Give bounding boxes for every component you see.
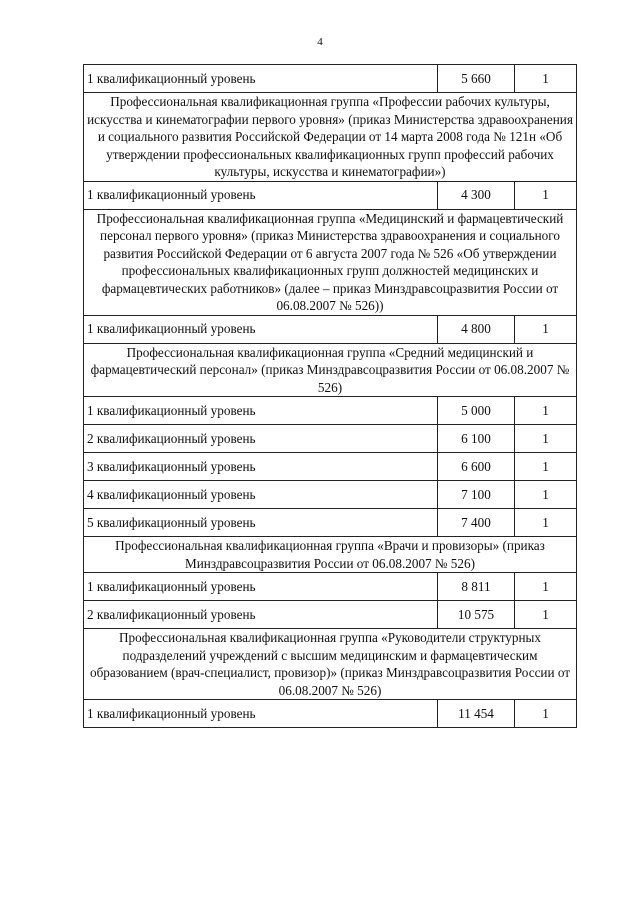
group-header-row	[84, 629, 577, 700]
salary-value: 5 660	[438, 65, 515, 93]
level-row	[84, 509, 577, 537]
level-label: 1 квалификационный уровень	[84, 573, 438, 601]
level-label: 1 квалификационный уровень	[84, 397, 438, 425]
coefficient-value: 1	[515, 397, 577, 425]
salary-value: 8 811	[438, 573, 515, 601]
group-header-row	[84, 209, 577, 315]
salary-value: 6 100	[438, 425, 515, 453]
group-header-row	[84, 537, 577, 573]
group-title: Профессиональная квалификационная группа «Средний медицинский и фармацевтический персонал» (приказ Минздравсоцразвития России от 06.08.2007 № 526)	[84, 343, 577, 397]
group-header-row	[84, 93, 577, 182]
coefficient-value: 1	[515, 181, 577, 209]
coefficient-value: 1	[515, 509, 577, 537]
level-row	[84, 425, 577, 453]
level-label: 2 квалификационный уровень	[84, 425, 438, 453]
salary-value: 7 400	[438, 509, 515, 537]
level-label: 4 квалификационный уровень	[84, 481, 438, 509]
coefficient-value: 1	[515, 315, 577, 343]
coefficient-value: 1	[515, 453, 577, 481]
salary-value: 6 600	[438, 453, 515, 481]
salary-value: 10 575	[438, 601, 515, 629]
coefficient-value: 1	[515, 65, 577, 93]
level-label: 3 квалификационный уровень	[84, 453, 438, 481]
level-row	[84, 481, 577, 509]
level-row	[84, 397, 577, 425]
level-label: 1 квалификационный уровень	[84, 315, 438, 343]
level-label: 2 квалификационный уровень	[84, 601, 438, 629]
level-row	[84, 453, 577, 481]
salary-table-body	[84, 65, 577, 728]
salary-value: 7 100	[438, 481, 515, 509]
group-title: Профессиональная квалификационная группа «Врачи и провизоры» (приказ Минздравсоцразвития России от 06.08.2007 № 526)	[84, 537, 577, 573]
level-row	[84, 573, 577, 601]
level-row	[84, 315, 577, 343]
group-title: Профессиональная квалификационная группа «Руководители структурных подразделений учреждений с высшим медицинским и фармацевтическим образованием (врач-специалист, провизор)» (приказ Минздравсоцразвития России от 06.08.2007 № 526)	[84, 629, 577, 700]
level-row	[84, 181, 577, 209]
group-title: Профессиональная квалификационная группа «Медицинский и фармацевтический персонал первого уровня» (приказ Министерства здравоохранения и социального развития Российской Федерации от 6 августа 2007 года № 526 «Об утверждении профессиональных квалификационных групп должностей медицинских и фармацевтических работников» (далее – приказ Минздравсоцразвития России от 06.08.2007 № 526))	[84, 209, 577, 315]
level-label: 1 квалификационный уровень	[84, 65, 438, 93]
level-label: 5 квалификационный уровень	[84, 509, 438, 537]
page-number: 4	[317, 36, 323, 48]
salary-value: 5 000	[438, 397, 515, 425]
level-row	[84, 65, 577, 93]
coefficient-value: 1	[515, 601, 577, 629]
group-header-row	[84, 343, 577, 397]
level-row	[84, 700, 577, 728]
level-label: 1 квалификационный уровень	[84, 700, 438, 728]
salary-value: 11 454	[438, 700, 515, 728]
level-row	[84, 601, 577, 629]
coefficient-value: 1	[515, 481, 577, 509]
salary-value: 4 300	[438, 181, 515, 209]
level-label: 1 квалификационный уровень	[84, 181, 438, 209]
coefficient-value: 1	[515, 425, 577, 453]
group-title: Профессиональная квалификационная группа «Профессии рабочих культуры, искусства и кинематографии первого уровня» (приказ Министерства здравоохранения и социального развития Российской Федерации от 14 марта 2008 года № 121н «Об утверждении профессиональных квалификационных групп профессий рабочих культуры, искусства и кинематографии»)	[84, 93, 577, 182]
coefficient-value: 1	[515, 573, 577, 601]
coefficient-value: 1	[515, 700, 577, 728]
salary-value: 4 800	[438, 315, 515, 343]
salary-table	[83, 64, 577, 728]
